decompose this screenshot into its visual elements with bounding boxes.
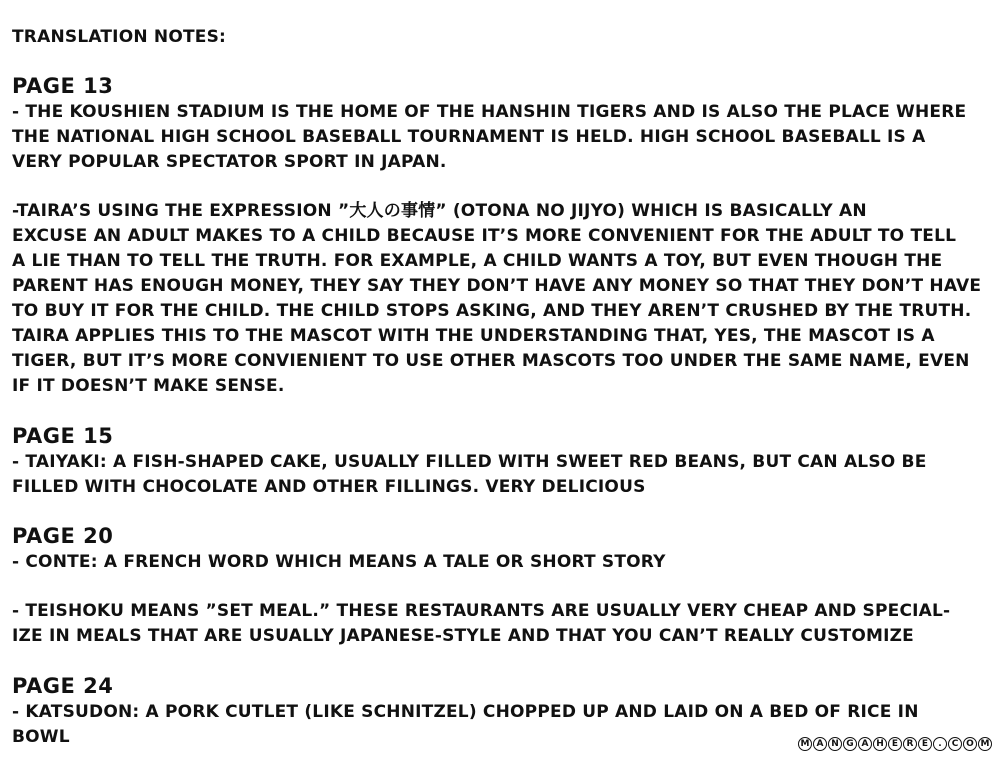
watermark-letter: M [978,737,992,751]
note-line: - CONTE: A FRENCH WORD WHICH MEANS A TALE OR SHORT STORY [12,552,666,572]
note-line: IF IT DOESN’T MAKE SENSE. [12,376,285,396]
section-heading: PAGE 24 [12,674,114,698]
section-heading: PAGE 15 [12,424,114,448]
watermark-letter: N [828,737,842,751]
section-heading: PAGE 20 [12,524,114,548]
note-line: A LIE THAN TO TELL THE TRUTH. FOR EXAMPLE, A CHILD WANTS A TOY, BUT EVEN THOUGH THE [12,251,943,271]
note-line: - THE KOUSHIEN STADIUM IS THE HOME OF THE HANSHIN TIGERS AND IS ALSO THE PLACE WHERE [12,102,967,122]
watermark-letter: C [948,737,962,751]
watermark-letter: O [963,737,977,751]
watermark-letter: G [843,737,857,751]
note-line: IZE IN MEALS THAT ARE USUALLY JAPANESE-STYLE AND THAT YOU CAN’T REALLY CUSTOMIZE [12,626,914,646]
note-line: -TAIRA’S USING THE EXPRESSION ”大人の事情” (OTONA NO JIJYO) WHICH IS BASICALLY AN [12,201,867,221]
watermark-letter: E [918,737,932,751]
watermark-letter: H [873,737,887,751]
note-line: - TEISHOKU MEANS ”SET MEAL.” THESE RESTAURANTS ARE USUALLY VERY CHEAP AND SPECIAL- [12,601,951,621]
note-line: TAIRA APPLIES THIS TO THE MASCOT WITH THE UNDERSTANDING THAT, YES, THE MASCOT IS A [12,326,935,346]
notes-title: TRANSLATION NOTES: [12,27,227,47]
note-line: TIGER, BUT IT’S MORE CONVIENIENT TO USE OTHER MASCOTS TOO UNDER THE SAME NAME, EVEN [12,351,970,371]
note-line: - KATSUDON: A PORK CUTLET (LIKE SCHNITZEL) CHOPPED UP AND LAID ON A BED OF RICE IN [12,702,919,722]
watermark-letter: A [858,737,872,751]
watermark-letter: A [813,737,827,751]
watermark-letter: E [888,737,902,751]
note-line: PARENT HAS ENOUGH MONEY, THEY SAY THEY DON’T HAVE ANY MONEY SO THAT THEY DON’T HAVE [12,276,982,296]
watermark-letter: R [903,737,917,751]
section-heading: PAGE 13 [12,74,114,98]
note-line: BOWL [12,727,70,747]
note-line: EXCUSE AN ADULT MAKES TO A CHILD BECAUSE IT’S MORE CONVENIENT FOR THE ADULT TO TELL [12,226,957,246]
note-line: - TAIYAKI: A FISH-SHAPED CAKE, USUALLY FILLED WITH SWEET RED BEANS, BUT CAN ALSO BE [12,452,927,472]
watermark-letter: . [933,737,947,751]
watermark-letter: M [798,737,812,751]
note-line: THE NATIONAL HIGH SCHOOL BASEBALL TOURNAMENT IS HELD. HIGH SCHOOL BASEBALL IS A [12,127,926,147]
note-line: FILLED WITH CHOCOLATE AND OTHER FILLINGS. VERY DELICIOUS [12,477,646,497]
note-line: VERY POPULAR SPECTATOR SPORT IN JAPAN. [12,152,447,172]
note-line: TO BUY IT FOR THE CHILD. THE CHILD STOPS ASKING, AND THEY AREN’T CRUSHED BY THE TRUTH. [12,301,972,321]
watermark-logo [798,737,992,751]
